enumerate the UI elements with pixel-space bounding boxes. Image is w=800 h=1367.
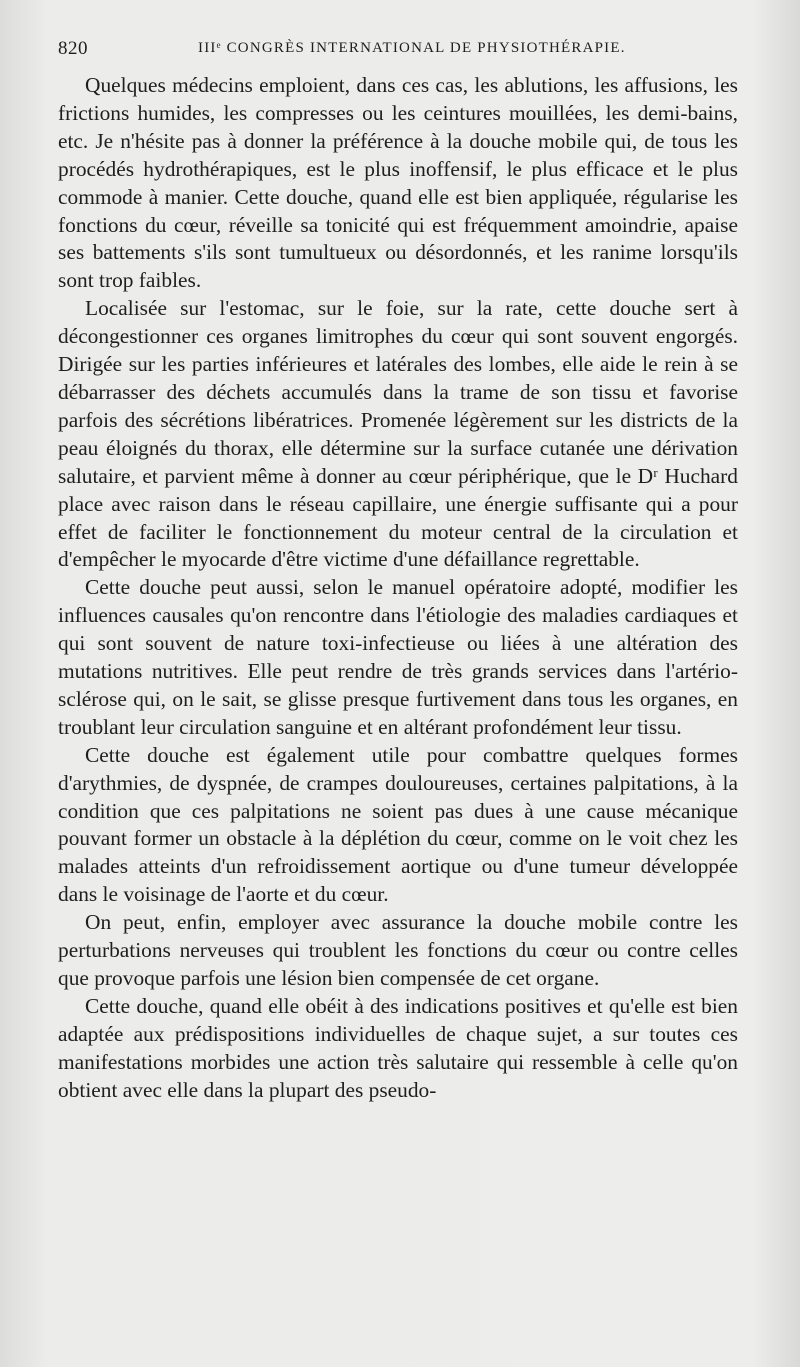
page-number: 820 [58,38,88,59]
body-text [58,72,738,1105]
paragraph: Cette douche est également utile pour combattre quelques formes d'arythmies, de dyspnée, de crampes douloureuses, certaines palpitations, à la condition que ces palpitations ne soient pas dues à une cause mécanique pouvant former un obstacle à la déplétion du cœur, comme on le voit chez les malades atteints d'un refroidissement aortique ou d'une tumeur développée dans le voisinage de l'aorte et du cœur. [58,742,738,907]
paragraph: Quelques médecins emploient, dans ces cas, les ablutions, les affusions, les frictions humides, les compresses ou les ceintures mouillées, les demi-bains, etc. Je n'hésite pas à donner la préférence à la douche mobile qui, de tous les procédés hydrothérapiques, est le plus inoffensif, le plus efficace et le plus commode à manier. Cette douche, quand elle est bien appliquée, régularise les fonctions du cœur, réveille sa tonicité qui est fréquemment amoindrie, apaise ses battements s'ils sont tumultueux ou désordonnés, et les ranime lorsqu'ils sont trop faibles. [58,73,738,293]
paragraph: Cette douche peut aussi, selon le manuel opératoire adopté, modifier les influences causales qu'on rencontre dans l'étiologie des maladies cardiaques et qui sont souvent de nature toxi-infectieuse ou liées à une altération des mutations nutritives. Elle peut rendre de très grands services dans l'artério-sclérose qui, on le sait, se glisse presque furtivement dans tous les organes, en troublant leur circulation sanguine et en altérant profondément leur tissu. [58,575,738,739]
paragraph: Localisée sur l'estomac, sur le foie, sur la rate, cette douche sert à décongestionner ces organes limitrophes du cœur qui sont souvent engorgés. Dirigée sur les parties inférieures et latérales des lombes, elle aide le rein à se débarrasser des déchets accumulés dans la trame de son tissu et favorise parfois des sécrétions libératrices. Promenée légèrement sur les districts de la peau éloignés du thorax, elle détermine sur la surface cutanée une dérivation salutaire, et parvient même à donner au cœur périphérique, que le Dʳ Huchard place avec raison dans le réseau capillaire, une énergie suffisante qui a pour effet de faciliter le fonctionnement du moteur central de la circulation et d'empêcher le myocarde d'être victime d'une défaillance regrettable. [58,296,738,572]
paragraph: On peut, enfin, employer avec assurance la douche mobile contre les perturbations nerveuses qui troublent les fonctions du cœur ou contre celles que provoque parfois une lésion bien compensée de cet organe. [58,910,738,990]
paragraph: Cette douche, quand elle obéit à des indications positives et qu'elle est bien adaptée aux prédispositions individuelles de chaque sujet, a sur toutes ces manifestations morbides une action très salutaire qui ressemble à celle qu'on obtient avec elle dans la plupart des pseudo- [58,993,738,1102]
running-title: IIIᵉ CONGRÈS INTERNATIONAL DE PHYSIOTHÉRAPIE. [198,40,626,56]
page-header [58,38,728,62]
